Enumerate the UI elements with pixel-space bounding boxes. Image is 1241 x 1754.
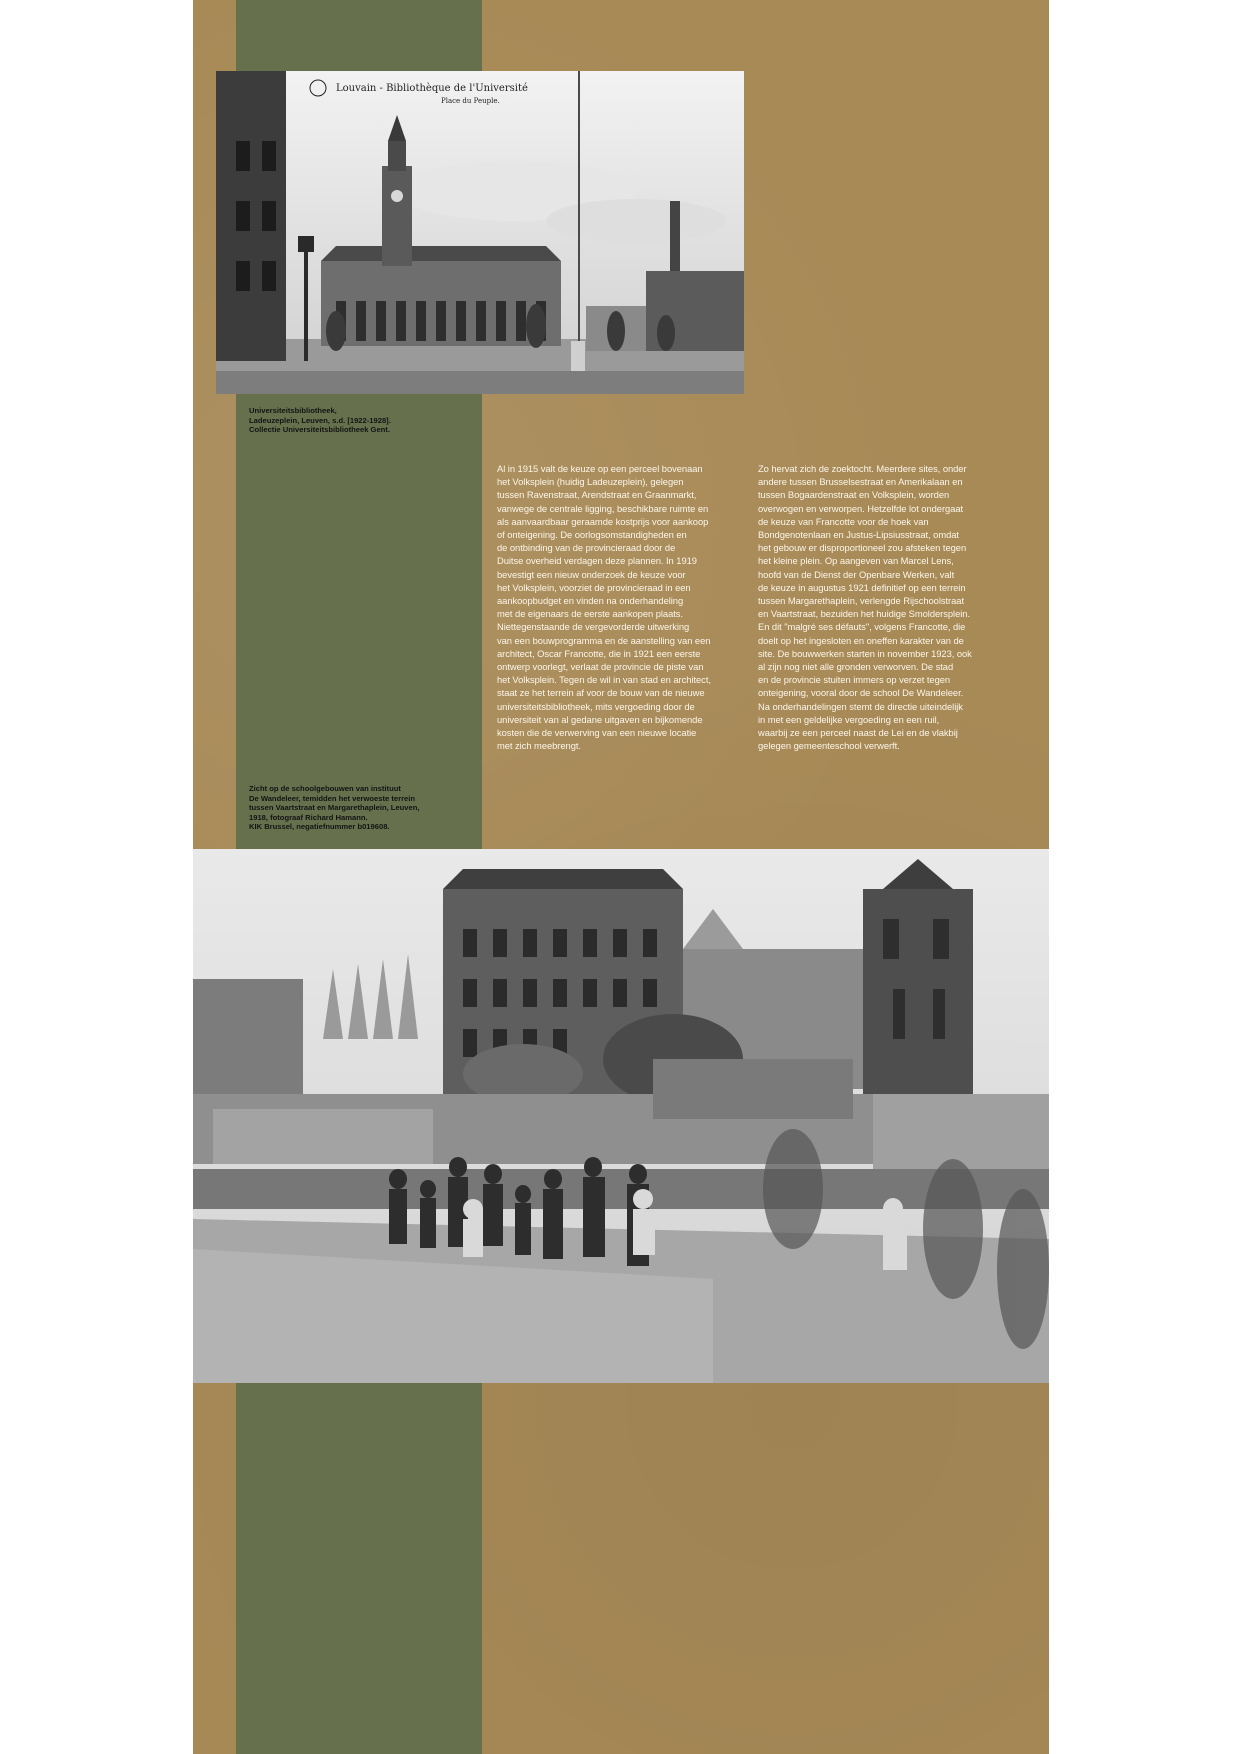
caption-top [249, 406, 479, 435]
text-line: tussen Ravenstraat, Arendstraat en Graanmarkt, [497, 489, 697, 501]
caption-bottom [249, 784, 479, 832]
text-line: al zijn nog niet alle gronden verworven. De stad [758, 661, 954, 673]
text-line: Al in 1915 valt de keuze op een perceel bovenaan [497, 463, 703, 474]
text-line: waarbij ze een perceel naast de Lei en de vlakbij [758, 727, 958, 739]
text-line: tussen Bogaardenstraat en Volksplein, worden [758, 489, 950, 501]
text-line: Na onderhandelingen stemt de directie uiteindelijk [758, 700, 963, 712]
text-line: met zich meebrengt. [497, 740, 581, 752]
text-line: Zo hervat zich de zoektocht. Meerdere sites, onder [758, 463, 967, 474]
text-line: kosten die de verwerving van een nieuwe locatie [497, 727, 697, 739]
text-line: het Volksplein. Tegen de wil in van stad en architect, [497, 674, 711, 686]
text-line: de ontbinding van de provincieraad door de [497, 542, 676, 554]
text-line: de keuze in augustus 1921 definitief op een terrein [758, 581, 966, 593]
text-line: als aanvaardbaar geraamde kostprijs voor aankoop [497, 515, 709, 527]
text-line: Niettegenstaande de vergevorderde uitwerking [497, 621, 690, 633]
text-line: vanwege de centrale ligging, beschikbare ruimte en [497, 502, 709, 514]
text-line: het kleine plein. Op aangeven van Marcel Lens, [758, 555, 954, 567]
text-line: universiteitsbibliotheek, mits vergoeding door de [497, 700, 695, 712]
text-line: ontwerp voorlegt, verlaat de provincie de piste van [497, 661, 704, 673]
caption-line: Ladeuzeplein, Leuven, s.d. [1922-1928]. [249, 415, 391, 425]
text-line: bevestigt een nieuw onderzoek de keuze voor [497, 568, 686, 580]
text-line: aankoopbudget en vinden na onderhandeling [497, 595, 684, 607]
text-line: het Volksplein (huidig Ladeuzeplein), gelegen [497, 476, 684, 488]
text-line: tussen Margarethaplein, verlengde Rijschoolstraat [758, 595, 964, 607]
body-text-left [497, 462, 747, 752]
text-line: en de provincie stuiten immers op verzet tegen [758, 674, 951, 686]
library-postcard-photo [216, 71, 744, 394]
caption-line: 1918, fotograaf Richard Hamann. [249, 812, 368, 822]
text-line: het gebouw er disproportioneel zou afsteken tegen [758, 542, 967, 554]
text-line: overwogen en verworpen. Hetzelfde lot ondergaat [758, 502, 964, 514]
postcard-title: Louvain - Bibliothèque de l'Université [336, 83, 528, 94]
text-line: hoofd van de Dienst der Openbare Werken, valt [758, 568, 955, 580]
caption-line: Zicht op de schoolgebouwen van instituut [249, 784, 401, 793]
caption-line: KIK Brussel, negatiefnummer b019608. [249, 822, 390, 832]
text-line: van een bouwprogramma en de aanstelling van een [497, 634, 711, 646]
caption-line: Collectie Universiteitsbibliotheek Gent. [249, 425, 390, 435]
caption-line: Universiteitsbibliotheek, [249, 406, 337, 415]
text-line: andere tussen Brusselsestraat en Amerikalaan en [758, 476, 963, 488]
text-line: En dit "malgré ses défauts", volgens Francotte, die [758, 621, 966, 633]
text-line: gelegen gemeenteschool verwerft. [758, 740, 900, 752]
school-ruins-photo [193, 849, 1049, 1383]
text-line: architect, Oscar Francotte, die in 1921 een eerste [497, 647, 701, 659]
body-text-right [758, 462, 1008, 752]
text-line: universiteit van al gedane uitgaven en bijkomende [497, 713, 703, 725]
text-line: staat ze het terrein af voor de bouw van de nieuwe [497, 687, 705, 699]
text-line: en Vaartstraat, bezuiden het huidige Smoldersplein. [758, 608, 970, 620]
text-line: in met een geldelijke vergoeding en een ruil, [758, 713, 940, 725]
postcard-subtitle: Place du Peuple. [441, 97, 500, 105]
caption-line: tussen Vaartstraat en Margarethaplein, Leuven, [249, 803, 420, 813]
text-line: Bondgenotenlaan en Justus-Lipsiusstraat, omdat [758, 529, 959, 541]
text-line: met de eigenaars de eerste aankopen plaats. [497, 608, 684, 620]
text-line: site. De bouwwerken starten in november 1923, ook [758, 647, 972, 659]
text-line: het Volksplein, voorziet de provincieraad in een [497, 581, 691, 593]
text-line: onteigening, vooral door de school De Wandeleer. [758, 687, 964, 699]
text-line: de keuze van Francotte voor de hoek van [758, 515, 929, 527]
text-line: Duitse overheid verdagen deze plannen. In 1919 [497, 555, 697, 567]
caption-line: De Wandeleer, temidden het verwoeste terrein [249, 793, 415, 803]
text-line: doelt op het ingesloten en oneffen karakter van de [758, 634, 964, 646]
text-line: of onteigening. De oorlogsomstandigheden en [497, 529, 687, 541]
